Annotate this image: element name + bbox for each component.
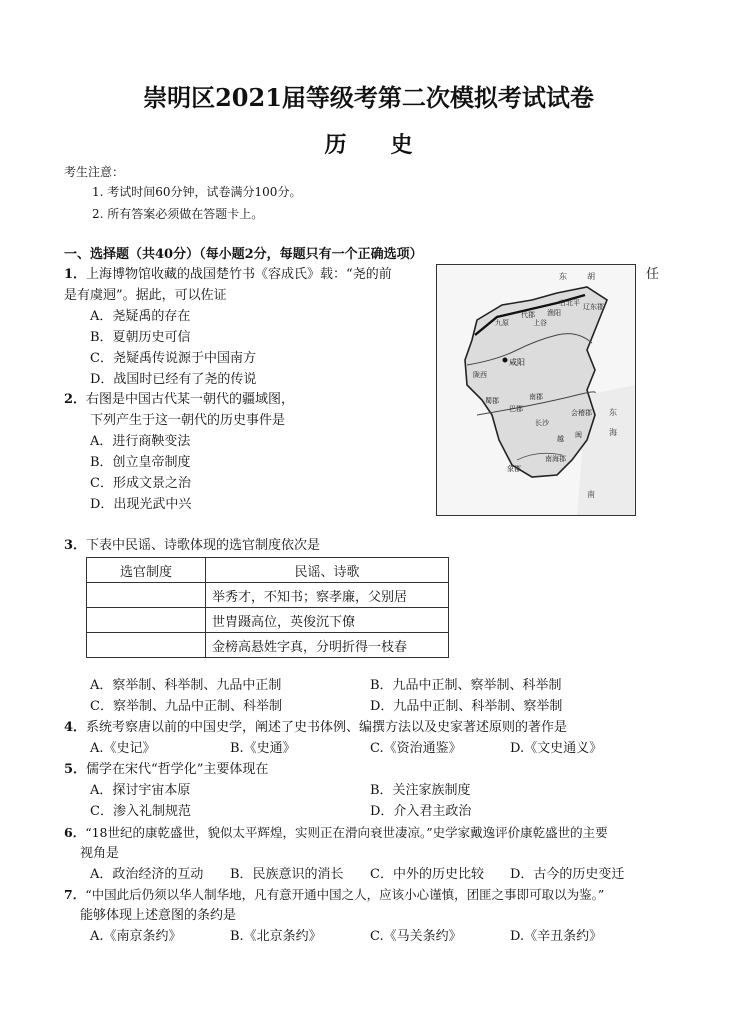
- map-label-14: 会稽郡: [571, 409, 592, 417]
- q5-stem-text: 儒学在宋代“哲学化”主要体现在: [86, 762, 269, 777]
- q3-number: 3．: [64, 538, 87, 553]
- table-cell: 举秀才，不知书；察孝廉，父别居: [206, 583, 449, 608]
- map-label-18: 越: [557, 435, 564, 443]
- map-label-19: 东: [609, 408, 617, 417]
- q4-stem-text: 系统考察唐以前的中国史学，阐述了史书体例、编撰方法以及史家著述原则的著作是: [86, 720, 568, 735]
- subject-char-2: 史: [390, 132, 413, 158]
- table-row: [87, 608, 449, 633]
- map-label-8: 咸阳: [509, 358, 525, 367]
- q1-stem-tail: 任: [646, 267, 660, 282]
- q7-stem-text: “中国此后仍须以华人制华地，凡有意开通中国之人，应该小心谨慎，团匪之事即可取以为鉴。”: [85, 887, 605, 902]
- q7-option-c[interactable]: C.《马关条约》: [370, 929, 462, 944]
- q2-option-d[interactable]: D．出现光武中兴: [90, 497, 192, 512]
- q3-stem-text: 下表中民谣、诗歌体现的选官制度依次是: [86, 538, 321, 553]
- q1-option-d[interactable]: D．战国时已经有了尧的传说: [90, 372, 257, 387]
- map-label-0: 东: [559, 272, 567, 281]
- section-heading: 一、选择题（共40分）（每小题2分，每题只有一个正确选项）: [64, 247, 423, 262]
- q5-stem: [64, 761, 268, 779]
- map-label-16: 象郡: [507, 465, 521, 473]
- map-label-5: 上谷: [533, 319, 547, 327]
- map-label-7: 九原: [495, 319, 509, 327]
- q6-option-a[interactable]: A．政治经济的互动: [90, 867, 204, 882]
- table-cell-blank: [87, 633, 206, 658]
- map-label-1: 胡: [587, 272, 595, 281]
- subject-title: [0, 128, 737, 159]
- q2-number: 2．: [64, 392, 87, 407]
- q4-option-b[interactable]: B.《史通》: [230, 741, 296, 756]
- q2-stem-line2: 下列产生于这一朝代的历史事件是: [90, 413, 286, 428]
- table-row: [87, 583, 449, 608]
- q1-number: 1．: [64, 267, 87, 282]
- q3-option-b[interactable]: B．九品中正制、察举制、科举制: [370, 678, 562, 693]
- q1-stem-line1: [64, 266, 392, 284]
- q5-number: 5．: [64, 762, 87, 777]
- q4-option-d[interactable]: D.《文史通义》: [510, 741, 603, 756]
- table-cell: 金榜高悬姓字真，分明折得一枝春: [206, 633, 449, 658]
- q2-option-b[interactable]: B．创立皇帝制度: [90, 455, 191, 470]
- selection-table: [86, 557, 449, 658]
- table-header-cell: 选官制度: [87, 558, 206, 583]
- q1-option-a[interactable]: A．尧疑禹的存在: [90, 309, 191, 324]
- table-cell-blank: [87, 608, 206, 633]
- capital-marker: [503, 358, 508, 363]
- q5-option-b[interactable]: B．关注家族制度: [370, 783, 471, 798]
- q6-stem-line1: [64, 824, 608, 842]
- table-header-cell: 民谣、诗歌: [206, 558, 449, 583]
- map-label-12: 南郡: [529, 393, 543, 401]
- notice-label: 考生注意：: [64, 165, 125, 179]
- map-label-20: 海: [609, 428, 617, 437]
- notice-item-2: 2. 所有答案必须做在答题卡上。: [92, 207, 264, 221]
- q2-option-a[interactable]: A．进行商鞅变法: [90, 434, 191, 449]
- territory-map: [436, 264, 636, 516]
- q7-option-d[interactable]: D.《辛丑条约》: [510, 929, 603, 944]
- q4-option-c[interactable]: C.《资治通鉴》: [370, 741, 462, 756]
- q5-option-a[interactable]: A．探讨宇宙本原: [90, 783, 191, 798]
- q3-option-a[interactable]: A．察举制、科举制、九品中正制: [90, 678, 282, 693]
- q4-number: 4．: [64, 720, 87, 735]
- map-label-13: 长沙: [535, 419, 549, 427]
- map-label-4: 渔阳: [547, 309, 561, 317]
- q6-stem-line2: 视角是: [80, 846, 120, 861]
- q7-option-b[interactable]: B.《北京条约》: [230, 929, 322, 944]
- q6-option-c[interactable]: C．中外的历史比较: [370, 867, 484, 882]
- table-header-row: [87, 558, 449, 583]
- table-cell-blank: [87, 583, 206, 608]
- q1-option-c[interactable]: C．尧疑禹传说源于中国南方: [90, 351, 256, 366]
- q5-option-c[interactable]: C．渗入礼制规范: [90, 804, 191, 819]
- q2-stem-text: 右图是中国古代某一朝代的疆域图，: [86, 392, 295, 407]
- map-label-11: 巴郡: [509, 405, 523, 413]
- map-label-9: 陇西: [473, 371, 487, 379]
- subject-char-1: 历: [324, 132, 347, 158]
- map-label-3: 右北平: [559, 299, 580, 307]
- q6-option-b[interactable]: B．民族意识的消长: [230, 867, 344, 882]
- q7-stem-line1: [64, 886, 604, 904]
- q3-option-c[interactable]: C．察举制、九品中正制、科举制: [90, 699, 282, 714]
- map-label-2: 辽东郡: [583, 303, 604, 311]
- q1-stem-line2: 是有虞迵”。据此，可以佐证: [64, 288, 227, 303]
- q6-option-d[interactable]: D．古今的历史变迁: [510, 867, 625, 882]
- q2-option-c[interactable]: C．形成文景之治: [90, 476, 191, 491]
- q4-option-a[interactable]: A.《史记》: [90, 741, 156, 756]
- map-label-6: 代郡: [521, 311, 535, 319]
- q2-stem-line1: [64, 391, 294, 409]
- map-label-15: 南海郡: [545, 455, 566, 463]
- q6-number: 6．: [64, 825, 86, 840]
- q1-stem-text: 上海博物馆收藏的战国楚竹书《容成氏》载：“尧的前: [86, 267, 392, 282]
- q1-option-b[interactable]: B．夏朝历史可信: [90, 330, 191, 345]
- notice-item-1: 1. 考试时间60分钟，试卷满分100分。: [92, 185, 302, 199]
- map-label-10: 蜀郡: [485, 397, 499, 405]
- table-row: [87, 633, 449, 658]
- q3-option-d[interactable]: D．九品中正制、科举制、察举制: [370, 699, 563, 714]
- q7-number: 7．: [64, 887, 86, 902]
- map-label-21: 南: [587, 490, 595, 499]
- q4-stem: [64, 719, 567, 737]
- table-cell: 世胄蹑高位，英俊沉下僚: [206, 608, 449, 633]
- territory-map-drawing: [437, 265, 635, 515]
- q7-option-a[interactable]: A.《南京条约》: [90, 929, 182, 944]
- q5-option-d[interactable]: D．介入君主政治: [370, 804, 472, 819]
- q7-stem-line2: 能够体现上述意图的条约是: [80, 908, 237, 923]
- q3-stem: [64, 537, 320, 555]
- map-label-17: 闽: [575, 431, 582, 439]
- q6-stem-text: “18世纪的康乾盛世，貌似太平辉煌，实则正在滑向衰世凄凉。”史学家戴逸评价康乾盛世的主要: [85, 825, 608, 840]
- exam-title: 崇明区2021届等级考第二次模拟考试试卷: [143, 83, 594, 112]
